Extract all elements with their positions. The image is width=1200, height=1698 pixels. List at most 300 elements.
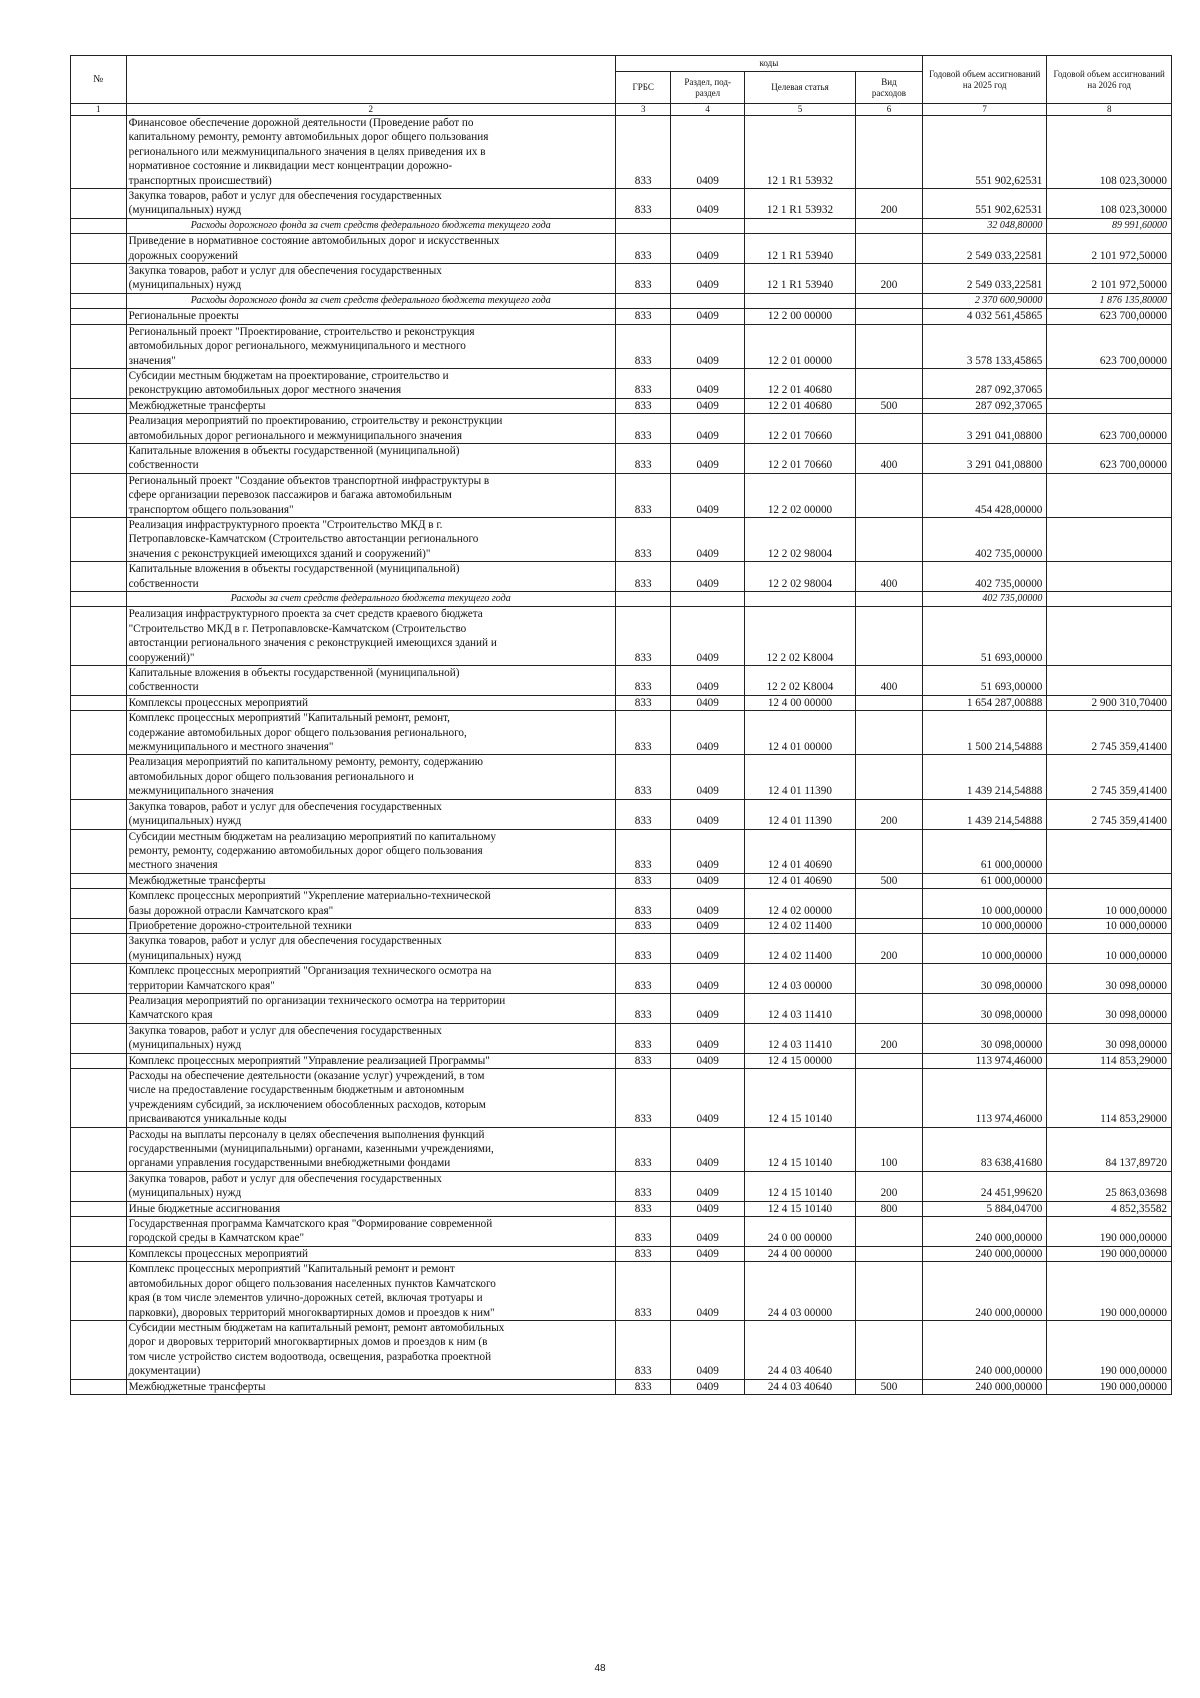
cell-number xyxy=(71,873,127,888)
cell-target-article: 12 4 03 11410 xyxy=(744,1023,855,1053)
cell-name: Комплекс процессных мероприятий "Укрепление материально-технической базы дорожной отрасли Камчатского края" xyxy=(126,889,615,919)
cell-grbs: 833 xyxy=(615,799,671,829)
cell-grbs: 833 xyxy=(615,368,671,398)
cell-volume-2026: 10 000,00000 xyxy=(1047,918,1172,933)
cell-number xyxy=(71,755,127,799)
cell-name: Закупка товаров, работ и услуг для обеспечения государственных (муниципальных) нужд xyxy=(126,934,615,964)
cell-volume-2026: 30 098,00000 xyxy=(1047,964,1172,994)
table-row xyxy=(71,799,1172,829)
cell-target-article: 12 4 01 40690 xyxy=(744,873,855,888)
table-row xyxy=(71,993,1172,1023)
cell-grbs: 833 xyxy=(615,829,671,873)
cell-volume-2025: 240 000,00000 xyxy=(922,1262,1047,1321)
cell-target-article: 24 4 03 40640 xyxy=(744,1379,855,1394)
cell-expense-type xyxy=(856,1262,923,1321)
table-row xyxy=(71,309,1172,324)
cell-section: 0409 xyxy=(671,1262,744,1321)
cell-grbs: 833 xyxy=(615,398,671,413)
cell-target-article: 12 4 01 40690 xyxy=(744,829,855,873)
header-section: Раздел, под- раздел xyxy=(671,72,744,104)
cell-volume-2025: 3 291 041,08800 xyxy=(922,414,1047,444)
cell-number xyxy=(71,264,127,294)
cell-grbs: 833 xyxy=(615,607,671,666)
cell-grbs: 833 xyxy=(615,1246,671,1261)
header-number: № xyxy=(71,56,127,104)
cell-expense-type xyxy=(856,918,923,933)
table-row xyxy=(71,1127,1172,1171)
budget-table-sheet xyxy=(70,55,1172,1395)
cell-volume-2025: 4 032 561,45865 xyxy=(922,309,1047,324)
cell-expense-type: 500 xyxy=(856,1379,923,1394)
cell-expense-type: 400 xyxy=(856,562,923,592)
cell-target-article: 12 4 02 00000 xyxy=(744,889,855,919)
cell-expense-type xyxy=(856,293,923,308)
cell-volume-2025: 2 549 033,22581 xyxy=(922,264,1047,294)
cell-name: Расходы за счет средств федерального бюджета текущего года xyxy=(126,592,615,607)
cell-target-article: 12 2 02 98004 xyxy=(744,517,855,561)
cell-number xyxy=(71,189,127,219)
cell-section: 0409 xyxy=(671,873,744,888)
cell-number xyxy=(71,218,127,233)
cell-volume-2025: 5 884,04700 xyxy=(922,1201,1047,1216)
cell-expense-type: 200 xyxy=(856,799,923,829)
cell-target-article: 12 1 R1 53940 xyxy=(744,264,855,294)
cell-expense-type: 200 xyxy=(856,189,923,219)
cell-expense-type xyxy=(856,324,923,368)
cell-section: 0409 xyxy=(671,1246,744,1261)
cell-name: Межбюджетные трансферты xyxy=(126,1379,615,1394)
cell-grbs: 833 xyxy=(615,666,671,696)
table-row xyxy=(71,711,1172,755)
cell-target-article xyxy=(744,218,855,233)
cell-expense-type: 100 xyxy=(856,1127,923,1171)
cell-volume-2026 xyxy=(1047,607,1172,666)
cell-section: 0409 xyxy=(671,711,744,755)
cell-target-article: 12 2 02 00000 xyxy=(744,473,855,517)
cell-grbs: 833 xyxy=(615,889,671,919)
cell-name: Региональный проект "Проектирование, строительство и реконструкция автомобильных дорог регионального, межмуниципального и местного значения" xyxy=(126,324,615,368)
col-index-3: 3 xyxy=(615,104,671,116)
cell-section: 0409 xyxy=(671,398,744,413)
cell-target-article: 12 2 02 K8004 xyxy=(744,607,855,666)
cell-name: Межбюджетные трансферты xyxy=(126,398,615,413)
table-row xyxy=(71,1023,1172,1053)
cell-volume-2025: 1 439 214,54888 xyxy=(922,799,1047,829)
table-row xyxy=(71,517,1172,561)
cell-target-article: 12 2 01 00000 xyxy=(744,324,855,368)
cell-volume-2026 xyxy=(1047,398,1172,413)
cell-number xyxy=(71,1201,127,1216)
cell-volume-2025: 61 000,00000 xyxy=(922,829,1047,873)
table-header xyxy=(71,56,1172,116)
cell-volume-2026: 4 852,35582 xyxy=(1047,1201,1172,1216)
cell-volume-2026: 114 853,29000 xyxy=(1047,1069,1172,1128)
cell-name: Комплекс процессных мероприятий "Капитальный ремонт, ремонт, содержание автомобильных дорог общего пользования регионального, межмуниципального и местного значения" xyxy=(126,711,615,755)
cell-target-article: 12 4 01 00000 xyxy=(744,711,855,755)
cell-section: 0409 xyxy=(671,324,744,368)
cell-section: 0409 xyxy=(671,1379,744,1394)
cell-number xyxy=(71,993,127,1023)
cell-expense-type xyxy=(856,889,923,919)
cell-name: Комплексы процессных мероприятий xyxy=(126,1246,615,1261)
cell-section: 0409 xyxy=(671,666,744,696)
cell-grbs: 833 xyxy=(615,695,671,710)
cell-name: Межбюджетные трансферты xyxy=(126,873,615,888)
cell-number xyxy=(71,398,127,413)
cell-section: 0409 xyxy=(671,1320,744,1379)
table-row xyxy=(71,264,1172,294)
cell-volume-2026: 108 023,30000 xyxy=(1047,189,1172,219)
cell-number xyxy=(71,1023,127,1053)
cell-volume-2025: 61 000,00000 xyxy=(922,873,1047,888)
cell-number xyxy=(71,324,127,368)
cell-volume-2026 xyxy=(1047,666,1172,696)
cell-volume-2026: 10 000,00000 xyxy=(1047,889,1172,919)
cell-section: 0409 xyxy=(671,755,744,799)
col-index-2: 2 xyxy=(126,104,615,116)
cell-number xyxy=(71,368,127,398)
cell-grbs: 833 xyxy=(615,755,671,799)
cell-volume-2026: 2 745 359,41400 xyxy=(1047,799,1172,829)
cell-number xyxy=(71,964,127,994)
cell-section: 0409 xyxy=(671,368,744,398)
cell-volume-2025: 287 092,37065 xyxy=(922,368,1047,398)
cell-grbs: 833 xyxy=(615,1320,671,1379)
cell-volume-2025: 51 693,00000 xyxy=(922,607,1047,666)
cell-name: Региональные проекты xyxy=(126,309,615,324)
cell-section: 0409 xyxy=(671,1171,744,1201)
table-row xyxy=(71,666,1172,696)
cell-volume-2026: 114 853,29000 xyxy=(1047,1053,1172,1068)
table-row xyxy=(71,473,1172,517)
cell-number xyxy=(71,414,127,444)
cell-expense-type xyxy=(856,517,923,561)
fund-note-row xyxy=(71,293,1172,308)
cell-volume-2026 xyxy=(1047,829,1172,873)
cell-name: Субсидии местным бюджетам на проектирование, строительство и реконструкцию автомобильных дорог местного значения xyxy=(126,368,615,398)
cell-name: Закупка товаров, работ и услуг для обеспечения государственных (муниципальных) нужд xyxy=(126,1171,615,1201)
cell-target-article: 24 4 03 00000 xyxy=(744,1262,855,1321)
cell-volume-2025: 2 370 600,90000 xyxy=(922,293,1047,308)
cell-volume-2025: 30 098,00000 xyxy=(922,964,1047,994)
cell-volume-2025: 402 735,00000 xyxy=(922,517,1047,561)
cell-name: Комплекс процессных мероприятий "Управление реализацией Программы" xyxy=(126,1053,615,1068)
table-row xyxy=(71,607,1172,666)
cell-grbs: 833 xyxy=(615,189,671,219)
cell-volume-2026: 190 000,00000 xyxy=(1047,1379,1172,1394)
cell-name: Региональный проект "Создание объектов транспортной инфраструктуры в сфере организации перевозок пассажиров и багажа автомобильным транспортом общего пользования" xyxy=(126,473,615,517)
cell-volume-2025: 113 974,46000 xyxy=(922,1069,1047,1128)
cell-number xyxy=(71,1053,127,1068)
cell-volume-2025: 3 578 133,45865 xyxy=(922,324,1047,368)
cell-number xyxy=(71,234,127,264)
cell-section: 0409 xyxy=(671,443,744,473)
cell-target-article xyxy=(744,592,855,607)
cell-section xyxy=(671,293,744,308)
cell-name: Расходы на выплаты персоналу в целях обеспечения выполнения функций государственными (муниципальными) органами, казенными учреждениями, органами управления государственными внебюджетными фондами xyxy=(126,1127,615,1171)
cell-expense-type: 200 xyxy=(856,1023,923,1053)
cell-number xyxy=(71,934,127,964)
cell-volume-2026: 84 137,89720 xyxy=(1047,1127,1172,1171)
table-row xyxy=(71,889,1172,919)
cell-section: 0409 xyxy=(671,607,744,666)
cell-number xyxy=(71,473,127,517)
table-row xyxy=(71,1053,1172,1068)
cell-expense-type: 800 xyxy=(856,1201,923,1216)
cell-name: Закупка товаров, работ и услуг для обеспечения государственных (муниципальных) нужд xyxy=(126,264,615,294)
header-expense-type: Вид расходов xyxy=(856,72,923,104)
cell-expense-type xyxy=(856,218,923,233)
table-row xyxy=(71,1246,1172,1261)
fund-note-row xyxy=(71,218,1172,233)
table-body xyxy=(71,116,1172,1395)
cell-volume-2025: 1 439 214,54888 xyxy=(922,755,1047,799)
cell-section: 0409 xyxy=(671,473,744,517)
budget-table xyxy=(70,55,1172,1395)
cell-name: Реализация инфраструктурного проекта за счет средств краевого бюджета "Строительство МКД в г. Петропавловске-Камчатском (Строительство автостанции регионального значения с реконструкцией имеющихся зданий и сооружений)" xyxy=(126,607,615,666)
cell-grbs: 833 xyxy=(615,1217,671,1247)
cell-section: 0409 xyxy=(671,993,744,1023)
cell-name: Закупка товаров, работ и услуг для обеспечения государственных (муниципальных) нужд xyxy=(126,1023,615,1053)
cell-section: 0409 xyxy=(671,309,744,324)
cell-volume-2026: 190 000,00000 xyxy=(1047,1320,1172,1379)
table-row xyxy=(71,873,1172,888)
cell-volume-2026 xyxy=(1047,592,1172,607)
cell-grbs: 833 xyxy=(615,473,671,517)
table-row xyxy=(71,324,1172,368)
cell-volume-2026: 2 900 310,70400 xyxy=(1047,695,1172,710)
cell-volume-2025: 24 451,99620 xyxy=(922,1171,1047,1201)
cell-volume-2025: 402 735,00000 xyxy=(922,592,1047,607)
cell-grbs: 833 xyxy=(615,414,671,444)
table-row xyxy=(71,1171,1172,1201)
cell-volume-2025: 240 000,00000 xyxy=(922,1379,1047,1394)
cell-name: Иные бюджетные ассигнования xyxy=(126,1201,615,1216)
cell-volume-2025: 1 500 214,54888 xyxy=(922,711,1047,755)
cell-volume-2026: 10 000,00000 xyxy=(1047,934,1172,964)
cell-target-article: 12 4 02 11400 xyxy=(744,918,855,933)
col-index-6: 6 xyxy=(856,104,923,116)
cell-expense-type: 200 xyxy=(856,934,923,964)
cell-target-article: 12 4 15 00000 xyxy=(744,1053,855,1068)
cell-grbs xyxy=(615,592,671,607)
cell-target-article: 12 4 00 00000 xyxy=(744,695,855,710)
cell-number xyxy=(71,443,127,473)
cell-target-article: 12 2 02 K8004 xyxy=(744,666,855,696)
cell-grbs: 833 xyxy=(615,1127,671,1171)
cell-expense-type xyxy=(856,473,923,517)
cell-volume-2025: 551 902,62531 xyxy=(922,116,1047,189)
cell-grbs: 833 xyxy=(615,918,671,933)
cell-section: 0409 xyxy=(671,1217,744,1247)
cell-number xyxy=(71,711,127,755)
col-index-7: 7 xyxy=(922,104,1047,116)
cell-section: 0409 xyxy=(671,934,744,964)
header-name xyxy=(126,56,615,104)
cell-volume-2025: 551 902,62531 xyxy=(922,189,1047,219)
cell-name: Закупка товаров, работ и услуг для обеспечения государственных (муниципальных) нужд xyxy=(126,189,615,219)
cell-volume-2026 xyxy=(1047,517,1172,561)
cell-target-article: 12 4 02 11400 xyxy=(744,934,855,964)
cell-expense-type xyxy=(856,711,923,755)
cell-volume-2025: 51 693,00000 xyxy=(922,666,1047,696)
cell-number xyxy=(71,695,127,710)
cell-grbs: 833 xyxy=(615,443,671,473)
cell-grbs: 833 xyxy=(615,234,671,264)
cell-section: 0409 xyxy=(671,562,744,592)
cell-section: 0409 xyxy=(671,829,744,873)
cell-name: Реализация инфраструктурного проекта "Строительство МКД в г. Петропавловске-Камчатском (Строительство автостанции регионального значения с реконструкцией имеющихся зданий и сооружений)" xyxy=(126,517,615,561)
cell-volume-2026 xyxy=(1047,562,1172,592)
cell-expense-type xyxy=(856,1053,923,1068)
cell-number xyxy=(71,1379,127,1394)
cell-volume-2026: 89 991,60000 xyxy=(1047,218,1172,233)
cell-name: Расходы дорожного фонда за счет средств федерального бюджета текущего года xyxy=(126,218,615,233)
cell-target-article: 24 0 00 00000 xyxy=(744,1217,855,1247)
cell-volume-2025: 10 000,00000 xyxy=(922,918,1047,933)
cell-expense-type: 500 xyxy=(856,398,923,413)
cell-volume-2026 xyxy=(1047,368,1172,398)
cell-volume-2025: 10 000,00000 xyxy=(922,889,1047,919)
cell-volume-2026: 623 700,00000 xyxy=(1047,414,1172,444)
cell-volume-2026 xyxy=(1047,873,1172,888)
cell-number xyxy=(71,1320,127,1379)
cell-volume-2026: 623 700,00000 xyxy=(1047,309,1172,324)
cell-grbs xyxy=(615,293,671,308)
cell-number xyxy=(71,309,127,324)
cell-section xyxy=(671,218,744,233)
cell-section: 0409 xyxy=(671,189,744,219)
col-index-4: 4 xyxy=(671,104,744,116)
table-row xyxy=(71,1379,1172,1394)
cell-grbs: 833 xyxy=(615,1379,671,1394)
page-number: 48 xyxy=(594,1663,606,1674)
cell-volume-2026: 108 023,30000 xyxy=(1047,116,1172,189)
cell-number xyxy=(71,1069,127,1128)
cell-volume-2025: 287 092,37065 xyxy=(922,398,1047,413)
cell-section: 0409 xyxy=(671,517,744,561)
col-index-1: 1 xyxy=(71,104,127,116)
cell-number xyxy=(71,829,127,873)
cell-expense-type xyxy=(856,1069,923,1128)
cell-number xyxy=(71,799,127,829)
cell-volume-2026: 2 745 359,41400 xyxy=(1047,711,1172,755)
cell-grbs: 833 xyxy=(615,1053,671,1068)
cell-volume-2025: 2 549 033,22581 xyxy=(922,234,1047,264)
cell-target-article: 12 1 R1 53940 xyxy=(744,234,855,264)
cell-target-article: 12 4 01 11390 xyxy=(744,755,855,799)
cell-grbs: 833 xyxy=(615,873,671,888)
cell-target-article: 12 2 01 40680 xyxy=(744,398,855,413)
cell-number xyxy=(71,1171,127,1201)
cell-expense-type xyxy=(856,829,923,873)
cell-target-article xyxy=(744,293,855,308)
cell-volume-2026: 190 000,00000 xyxy=(1047,1246,1172,1261)
table-row xyxy=(71,1069,1172,1128)
cell-grbs: 833 xyxy=(615,1069,671,1128)
cell-grbs: 833 xyxy=(615,1023,671,1053)
table-row xyxy=(71,934,1172,964)
fund-note-row xyxy=(71,592,1172,607)
cell-volume-2026: 2 745 359,41400 xyxy=(1047,755,1172,799)
cell-expense-type: 400 xyxy=(856,666,923,696)
cell-target-article: 12 1 R1 53932 xyxy=(744,189,855,219)
table-row xyxy=(71,755,1172,799)
cell-number xyxy=(71,666,127,696)
cell-name: Реализация мероприятий по капитальному ремонту, ремонту, содержанию автомобильных дорог общего пользования регионального и межмуниципального значения xyxy=(126,755,615,799)
cell-grbs: 833 xyxy=(615,116,671,189)
cell-name: Капитальные вложения в объекты государственной (муниципальной) собственности xyxy=(126,666,615,696)
cell-grbs: 833 xyxy=(615,517,671,561)
table-row xyxy=(71,1217,1172,1247)
cell-section: 0409 xyxy=(671,264,744,294)
cell-target-article: 12 2 00 00000 xyxy=(744,309,855,324)
header-volume-2026: Годовой объем ассигнований на 2026 год xyxy=(1047,56,1172,104)
cell-grbs: 833 xyxy=(615,711,671,755)
cell-name: Расходы на обеспечение деятельности (оказание услуг) учреждений, в том числе на предоставление государственным бюджетным и автономным учреждениям субсидий, за исключением обособленных расходов, которым присваиваются уникальные коды xyxy=(126,1069,615,1128)
cell-volume-2025: 30 098,00000 xyxy=(922,993,1047,1023)
cell-section: 0409 xyxy=(671,695,744,710)
cell-number xyxy=(71,592,127,607)
cell-expense-type xyxy=(856,234,923,264)
cell-name: Расходы дорожного фонда за счет средств федерального бюджета текущего года xyxy=(126,293,615,308)
cell-target-article: 12 4 01 11390 xyxy=(744,799,855,829)
cell-section: 0409 xyxy=(671,1053,744,1068)
cell-section: 0409 xyxy=(671,799,744,829)
cell-expense-type xyxy=(856,116,923,189)
table-row xyxy=(71,398,1172,413)
cell-target-article: 12 4 03 11410 xyxy=(744,993,855,1023)
cell-number xyxy=(71,1127,127,1171)
cell-expense-type xyxy=(856,309,923,324)
cell-grbs: 833 xyxy=(615,934,671,964)
cell-name: Закупка товаров, работ и услуг для обеспечения государственных (муниципальных) нужд xyxy=(126,799,615,829)
cell-volume-2025: 30 098,00000 xyxy=(922,1023,1047,1053)
cell-section: 0409 xyxy=(671,1201,744,1216)
cell-number xyxy=(71,1217,127,1247)
header-codes: коды xyxy=(615,56,922,72)
cell-grbs: 833 xyxy=(615,993,671,1023)
cell-number xyxy=(71,116,127,189)
cell-expense-type xyxy=(856,592,923,607)
cell-volume-2025: 3 291 041,08800 xyxy=(922,443,1047,473)
cell-name: Приобретение дорожно-строительной техники xyxy=(126,918,615,933)
cell-number xyxy=(71,293,127,308)
header-grbs: ГРБС xyxy=(615,72,671,104)
cell-volume-2025: 240 000,00000 xyxy=(922,1217,1047,1247)
cell-target-article: 12 4 15 10140 xyxy=(744,1201,855,1216)
cell-volume-2026 xyxy=(1047,473,1172,517)
cell-name: Комплекс процессных мероприятий "Организация технического осмотра на территории Камчатского края" xyxy=(126,964,615,994)
cell-grbs: 833 xyxy=(615,309,671,324)
cell-expense-type: 200 xyxy=(856,264,923,294)
table-row xyxy=(71,1320,1172,1379)
table-row xyxy=(71,234,1172,264)
cell-name: Субсидии местным бюджетам на реализацию мероприятий по капитальному ремонту, ремонту, содержанию автомобильных дорог общего пользования местного значения xyxy=(126,829,615,873)
cell-volume-2025: 402 735,00000 xyxy=(922,562,1047,592)
col-index-5: 5 xyxy=(744,104,855,116)
cell-volume-2026: 1 876 135,80000 xyxy=(1047,293,1172,308)
cell-volume-2025: 83 638,41680 xyxy=(922,1127,1047,1171)
cell-volume-2025: 1 654 287,00888 xyxy=(922,695,1047,710)
cell-expense-type xyxy=(856,964,923,994)
cell-section: 0409 xyxy=(671,889,744,919)
table-row xyxy=(71,829,1172,873)
col-index-8: 8 xyxy=(1047,104,1172,116)
cell-name: Финансовое обеспечение дорожной деятельности (Проведение работ по капитальному ремонту, ремонту автомобильных дорог общего пользования регионального или межмуниципального значения в целях приведения их в нормативное состояние и ликвидации мест концентрации дорожно- транспортных происшествий) xyxy=(126,116,615,189)
table-row xyxy=(71,695,1172,710)
cell-section xyxy=(671,592,744,607)
